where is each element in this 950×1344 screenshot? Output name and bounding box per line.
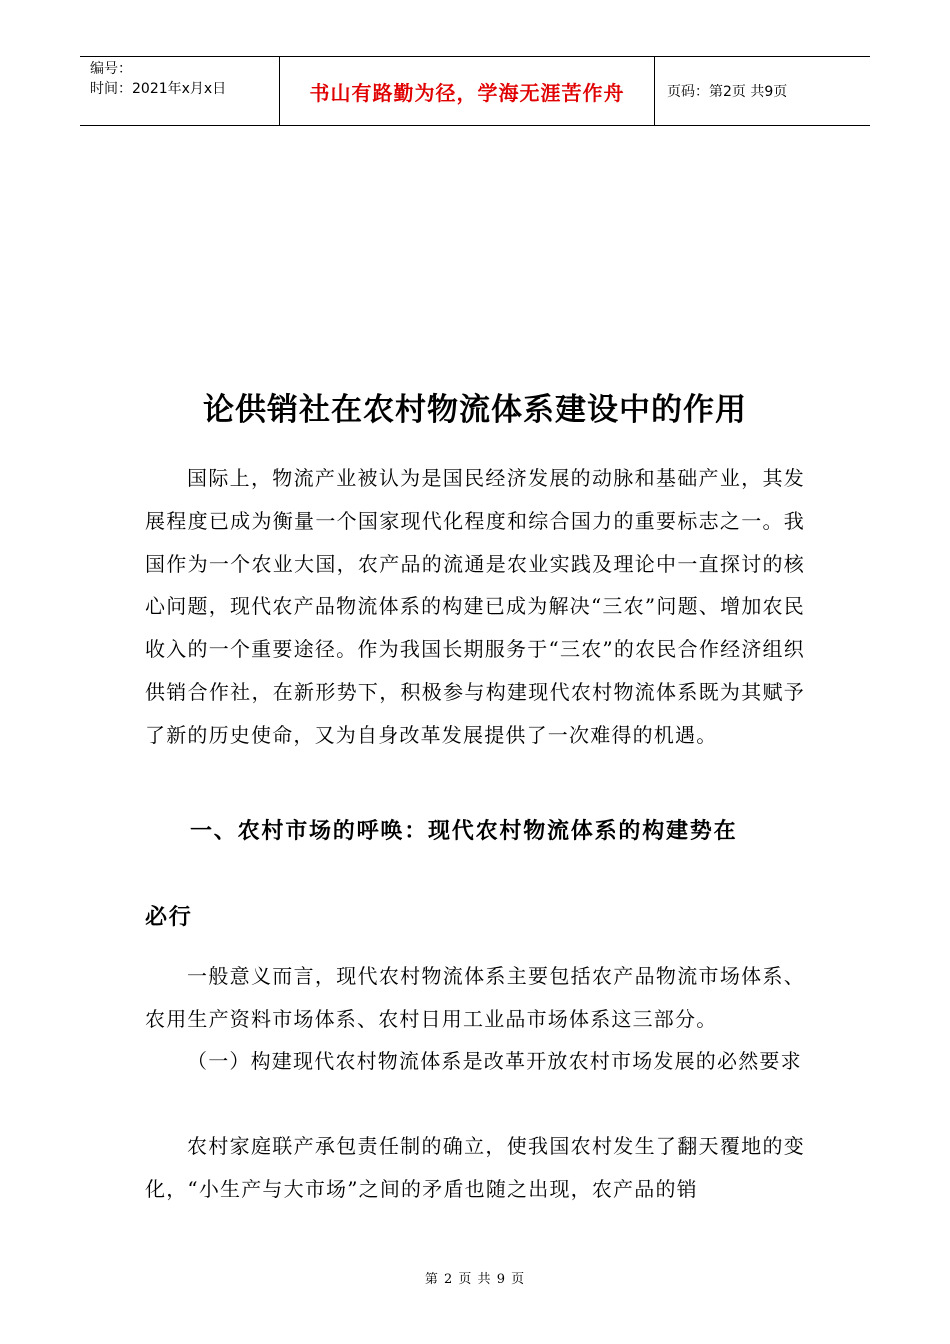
section1-heading: 一、农村市场的呼唤：现代农村物流体系的构建势在 [190,819,738,844]
intro-paragraph: 国际上，物流产业被认为是国民经济发展的动脉和基础产业，其发展程度已成为衡量一个国家现代化程度和综合国力的重要标志之一。我国作为一个农业大国，农产品的流通是农业实践及理论中一直探讨的核心问题，现代农产品物流体系的构建已成为解决“三农”问题、增加农民收入的一个重要途径。作为我国长期服务于“三农”的农民合作经济组织供销合作社，在新形势下，积极参与构建现代农村物流体系既为其赋予了新的历史使命，又为自身改革发展提供了一次难得的机遇。 [145,466,805,747]
page-info-text: 页码：第2页 共9页 [667,84,788,100]
document-title: 论供销社在农村物流体系建设中的作用 [203,392,747,428]
page-footer: 第 2 页 共 9 页 [424,1272,526,1287]
section1-heading-continued: 必行 [145,905,193,930]
subsection1-paragraph: 农村家庭联产承包责任制的确立，使我国农村发生了翻天覆地的变化，“小生产与大市场”之间的矛盾也随之出现，农产品的销 [145,1134,805,1201]
number-label: 编号： [90,61,132,77]
section1-paragraph: 一般意义而言，现代农村物流体系主要包括农产品物流市场体系、农用生产资料市场体系、农村日用工业品市场体系这三部分。 [145,964,805,1031]
document-header [80,56,870,126]
motto-text: 书山有路勤为径，学海无涯苦作舟 [309,80,625,105]
header-motto [280,57,655,125]
header-page-info [655,57,870,125]
subsection1-heading: （一）构建现代农村物流体系是改革开放农村市场发展的必然要求 [187,1049,802,1073]
header-meta [80,57,280,125]
time-label: 时间：2021年x月x日 [90,81,227,97]
